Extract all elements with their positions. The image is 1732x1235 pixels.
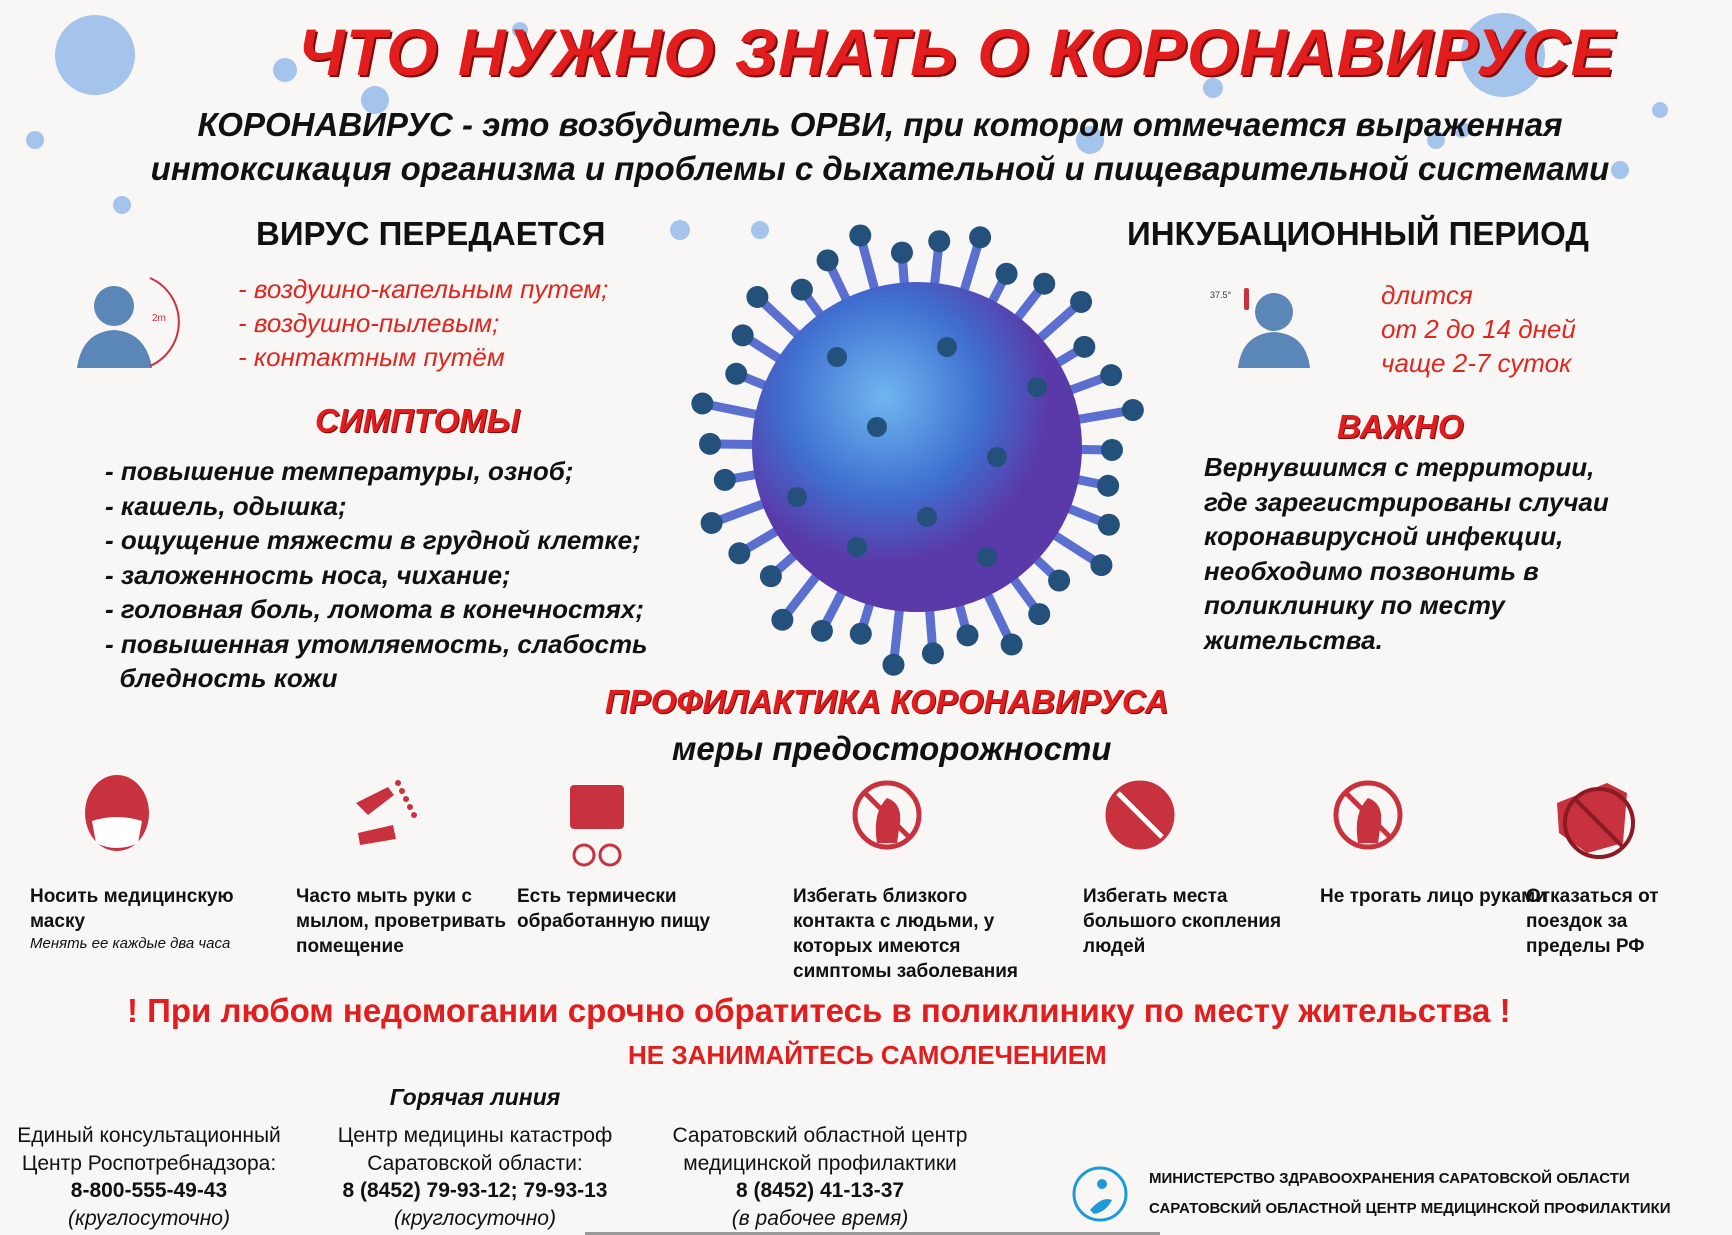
virus-spike: [987, 447, 1007, 467]
cough-distance-icon: [72, 276, 184, 368]
prevention-label: Часто мыть руки с мылом, проветривать помещение: [296, 886, 507, 957]
hotline-contact: [0, 1122, 309, 1232]
prevention-note: Менять ее каждые два часа: [30, 935, 231, 952]
mask-icon: [72, 773, 162, 868]
contact-name2: Центр Роспотребнадзора:: [21, 1151, 277, 1175]
cooking-pot-icon: [552, 773, 642, 868]
virus-spike: [917, 507, 937, 527]
prevention-label: Есть термически обработанную пищу: [517, 886, 711, 932]
virus-spike: [867, 417, 887, 437]
incubation-heading: ИНКУБАЦИОННЫЙ ПЕРИОД: [1127, 215, 1589, 252]
symptom-item: - заложенность носа, чихание;: [105, 559, 511, 590]
transmission-item: - воздушно-капельным путем;: [238, 274, 609, 304]
prevention-subheading: меры предосторожности: [672, 730, 1112, 767]
prevention-label: Избегать близкого контакта с людьми, у которых имеются симптомы заболевания: [793, 886, 1019, 982]
important-line: коронавирусной инфекции,: [1204, 521, 1564, 551]
virus-spike: [847, 537, 867, 557]
prevention-label: Избегать места большого скопления людей: [1083, 886, 1282, 957]
org-name-center: САРАТОВСКИЙ ОБЛАСТНОЙ ЦЕНТР МЕДИЦИНСКОЙ ПРОФИЛАКТИКИ: [1149, 1200, 1671, 1217]
org-name-ministry: МИНИСТЕРСТВО ЗДРАВООХРАНЕНИЯ САРАТОВСКОЙ ОБЛАСТИ: [1149, 1170, 1630, 1187]
transmission-item: - воздушно-пылевым;: [238, 308, 500, 338]
prevention-label: Носить медицинскую маску: [30, 886, 234, 932]
intro-line-1: КОРОНАВИРУС - это возбудитель ОРВИ, при котором отмечается выраженная: [197, 106, 1563, 143]
contact-name1: Центр медицины катастроф: [337, 1124, 613, 1147]
symptom-item: - ощущение тяжести в грудной клетке;: [105, 525, 641, 555]
contact-name2: медицинской профилактики: [683, 1151, 957, 1175]
transmission-heading: ВИРУС ПЕРЕДАЕТСЯ: [256, 215, 606, 252]
contact-hours: (круглосуточно): [68, 1206, 230, 1230]
symptom-item: - повышенная утомляемость, слабость: [105, 628, 648, 659]
virus-spike: [937, 337, 957, 357]
warning-banner: ! При любом недомогании срочно обратитесь в поликлинику по месту жительства !: [127, 992, 1511, 1029]
important-line: поликлинику по месту: [1204, 590, 1505, 620]
hotline-contact: [315, 1122, 635, 1232]
contact-name1: Единый консультационный: [17, 1124, 281, 1147]
symptoms-heading: СИМПТОМЫ: [315, 402, 520, 439]
virus-spike: [977, 547, 997, 567]
contact-hours: (в рабочее время): [731, 1206, 909, 1230]
contact-phone[interactable]: 8 (8452) 79-93-12; 79-93-13: [342, 1179, 608, 1202]
symptom-item: - кашель, одышка;: [105, 490, 347, 521]
contact-name2: Саратовской области:: [367, 1151, 583, 1175]
hotline-heading: Горячая линия: [389, 1084, 561, 1110]
important-line: необходимо позвонить в: [1204, 555, 1539, 586]
contact-phone[interactable]: 8-800-555-49-43: [70, 1179, 228, 1202]
contact-name1: Саратовский областной центр: [672, 1124, 968, 1147]
svg-text:2m: 2m: [152, 313, 166, 324]
contact-phone[interactable]: 8 (8452) 41-13-37: [735, 1179, 905, 1202]
no-sick-contact-icon: [842, 773, 932, 868]
important-line: жительства.: [1204, 624, 1383, 655]
sick-person-thermometer-icon: [1210, 282, 1322, 368]
no-self-treatment-warning: НЕ ЗАНИМАЙТЕСЬ САМОЛЕЧЕНИЕМ: [628, 1040, 1107, 1070]
symptom-item: - головная боль, ломота в конечностях;: [105, 594, 645, 624]
ministry-logo: [1072, 1166, 1128, 1222]
no-face-touch-icon: [1323, 773, 1413, 868]
incubation-line: от 2 до 14 дней: [1381, 314, 1576, 344]
symptom-item: - повышение температуры, озноб;: [105, 456, 574, 486]
hotline-contact: [660, 1122, 980, 1232]
prevention-label: Отказаться от поездок за пределы РФ: [1526, 886, 1659, 957]
virus-spike: [827, 347, 847, 367]
page-title: ЧТО НУЖНО ЗНАТЬ О КОРОНАВИРУСЕ: [298, 15, 1616, 89]
transmission-item: - контактным путём: [238, 342, 505, 372]
hand-wash-icon: [338, 773, 428, 868]
virus-spike: [1027, 377, 1047, 397]
important-line: где зарегистрированы случаи: [1204, 486, 1609, 517]
incubation-line: чаще 2-7 суток: [1381, 348, 1572, 378]
prevention-label: Не трогать лицо руками: [1320, 886, 1547, 907]
incubation-line: длится: [1381, 280, 1473, 310]
prevention-heading: ПРОФИЛАКТИКА КОРОНАВИРУСА: [605, 683, 1169, 720]
intro-line-2: интоксикация организма и проблемы с дыхательной и пищеварительной системами: [150, 150, 1610, 187]
no-travel-icon: [1547, 773, 1637, 868]
no-crowd-icon: [1095, 773, 1185, 868]
symptom-item: бледность кожи: [105, 663, 338, 693]
coronavirus-illustration: [687, 217, 1147, 677]
svg-text:37.5°: 37.5°: [1210, 290, 1232, 300]
virus-spike: [787, 487, 807, 507]
important-text: [1204, 450, 1609, 657]
important-line: Вернувшимся с территории,: [1204, 452, 1595, 482]
symptoms-list: [105, 454, 648, 696]
contact-hours: (круглосуточно): [394, 1206, 556, 1230]
important-heading: ВАЖНО: [1337, 408, 1464, 445]
